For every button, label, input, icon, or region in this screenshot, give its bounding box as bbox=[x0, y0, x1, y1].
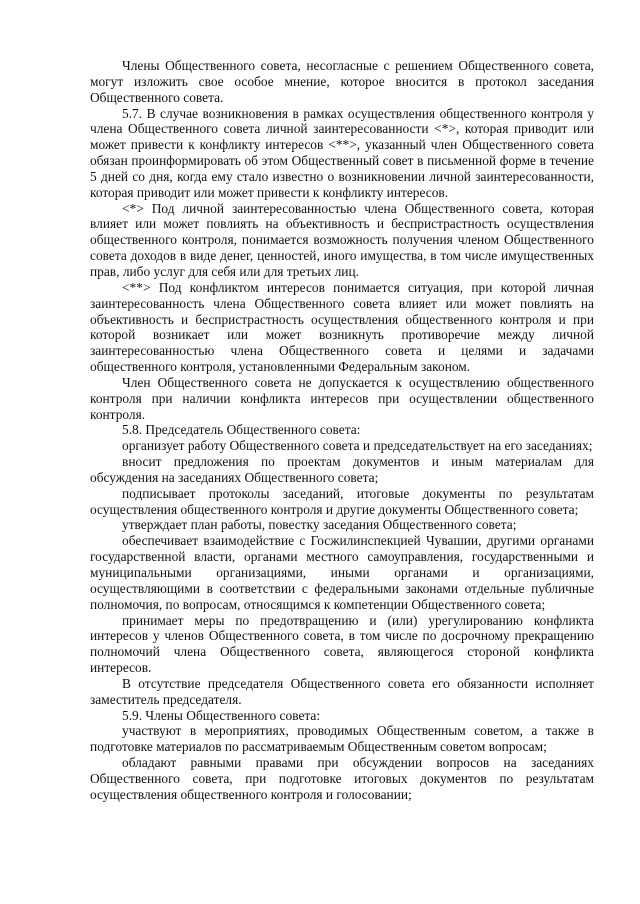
list-item-equal-rights: обладают равными правами при обсуждении вопросов на заседаниях Общественного совета, при подготовке итоговых документов по результатам осуществления общественного контроля и голосовании; bbox=[90, 755, 594, 802]
footnote-personal-interest: <*> Под личной заинтересованностью члена Общественного совета, которая влияет или может повлиять на объективность и беспристрастность осуществления общественного контроля, понимается возможность получения членом Общественного совета доходов в виде денег, ценностей, иного имущества, в том числе имущественных прав, либо услуг для себя или для третьих лиц. bbox=[90, 200, 594, 279]
paragraph-deputy-chairman: В отсутствие председателя Общественного совета его обязанности исполняет заместитель председателя. bbox=[90, 675, 594, 707]
list-item-signs-protocols: подписывает протоколы заседаний, итоговые документы по результатам осуществления общественного контроля и другие документы Общественного совета; bbox=[90, 485, 594, 517]
list-item-organizes-work: организует работу Общественного совета и председательствует на его заседаниях; bbox=[122, 438, 593, 454]
paragraph-5-8-heading: 5.8. Председатель Общественного совета: bbox=[122, 422, 361, 438]
footnote-conflict-of-interest: <**> Под конфликтом интересов понимается ситуация, при которой личная заинтересованность члена Общественного совета влияет или может повлиять на объективность и беспристрастность осуществления общественного контроля и при которой возникает или может возникнуть противоречие между личной заинтересованностью члена Общественного совета и целями и задачами общественного контроля, установленными Федеральным законом. bbox=[90, 279, 594, 375]
list-item-ensures-interaction: обеспечивает взаимодействие с Госжилинспекцией Чувашии, другими органами государственной власти, органами местного самоуправления, государственными и муниципальными организациями, иными органами и организациями, осуществляющими в соответствии с федеральными законами отдельные публичные полномочия, по вопросам, относящимся к компетенции Общественного совета; bbox=[90, 533, 594, 612]
paragraph-admission-restriction: Член Общественного совета не допускается к осуществлению общественного контроля при наличии конфликта интересов при осуществлении общественного контроля. bbox=[90, 374, 594, 422]
list-item-approves-plan: утверждает план работы, повестку заседания Общественного совета; bbox=[122, 517, 517, 533]
list-item-participate-events: участвуют в мероприятиях, проводимых Общественным советом, а также в подготовке материалов по рассматриваемым Общественным советом вопросам; bbox=[90, 723, 594, 755]
paragraph-5-7-conflict-disclosure: 5.7. В случае возникновения в рамках осуществления общественного контроля у члена Общественного совета личной заинтересованности <*>, которая приводит или может привести к конфликту интересов <**>, указанный член Общественного совета обязан проинформировать об этом Общественный совет в письменной форме в течение 5 дней со дня, когда ему стало известно о возникновении личной заинтересованности, которая приводит или может привести к конфликту интересов. bbox=[90, 105, 594, 200]
list-item-takes-measures: принимает меры по предотвращению и (или) урегулированию конфликта интересов у членов Общественного совета, в том числе по досрочному прекращению полномочий члена Общественного совета, являющегося стороной конфликта интересов. bbox=[90, 612, 594, 676]
list-item-submits-proposals: вносит предложения по проектам документов и иным материалам для обсуждения на заседаниях Общественного совета; bbox=[90, 454, 594, 485]
paragraph-5-9-heading: 5.9. Члены Общественного совета: bbox=[122, 707, 321, 723]
paragraph-dissenting-opinion: Члены Общественного совета, несогласные с решением Общественного совета, могут изложить свое особое мнение, которое вносится в протокол заседания Общественного совета. bbox=[90, 58, 594, 105]
